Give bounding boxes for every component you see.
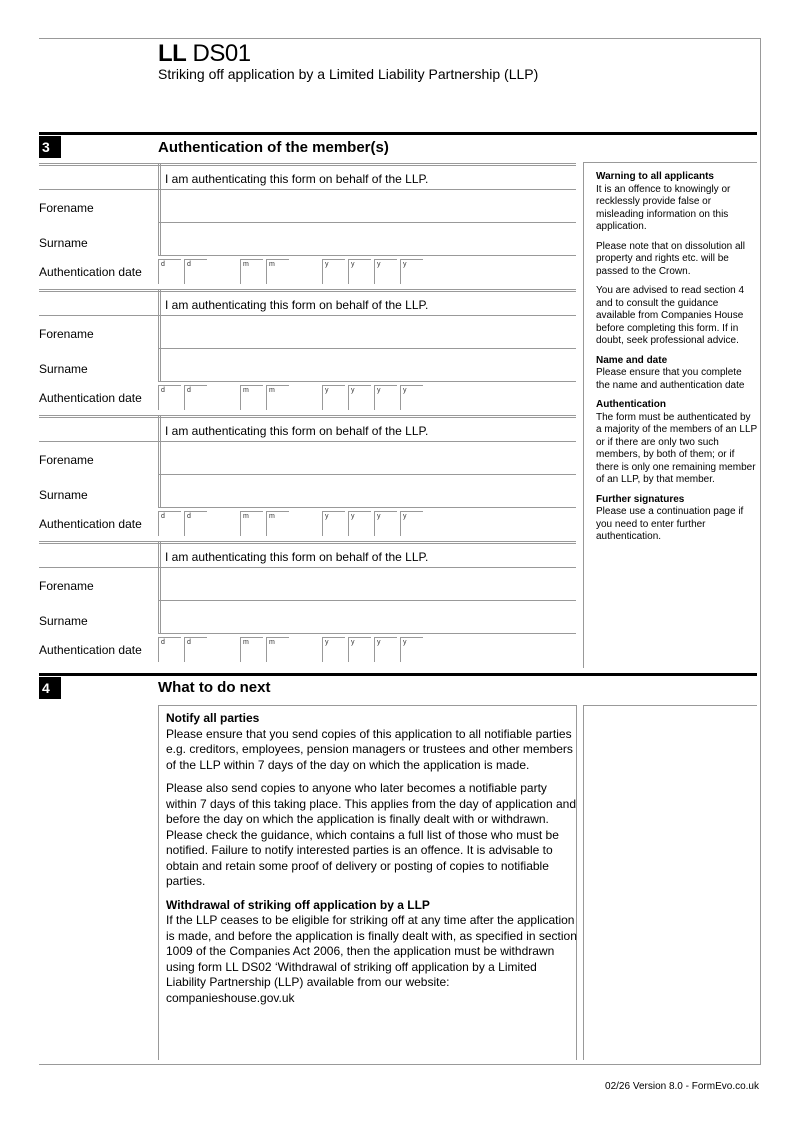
sidebar-divider <box>583 162 584 668</box>
date-digit-placeholder: y <box>351 261 355 268</box>
surname-field-bottom <box>158 633 576 634</box>
notify-paragraph-1: Please ensure that you send copies of this application to all notifiable parties e.g. creditors, employees, pension managers or trustees and other members of the LLP within 7 days of the day on which the application is made. <box>166 726 573 772</box>
form-subtitle: Striking off application by a Limited Liability Partnership (LLP) <box>158 66 539 82</box>
date-digit-box[interactable] <box>348 637 371 662</box>
date-digit-placeholder: m <box>269 639 275 646</box>
name-date-text: Please ensure that you complete the name and authentication date <box>596 367 745 391</box>
date-digit-box[interactable] <box>266 511 289 536</box>
date-digit-box[interactable] <box>348 385 371 410</box>
surname-label-3: Surname <box>39 488 88 502</box>
date-digit-placeholder: d <box>187 387 191 394</box>
surname-field-bottom <box>158 507 576 508</box>
date-digit-box[interactable] <box>322 511 345 536</box>
date-digit-box[interactable] <box>400 259 423 284</box>
authentication-text: The form must be authenticated by a majority of the members of an LLP or if there are only two such members, by both of them; or if there is only one remaining member of an LLP, by that member. <box>596 411 758 485</box>
date-digit-box[interactable] <box>348 259 371 284</box>
date-digit-box[interactable] <box>266 637 289 662</box>
date-digit-box[interactable] <box>374 385 397 410</box>
notify-paragraph-2: Please also send copies to anyone who later becomes a notifiable party within 7 days of this taking place. This applies from the day of application and before the day on which the application is finally dealt with or withdrawn. Please check the guidance, which contains a full list of those who must be notified. Failure to notify interested parties is an offence. It is advisable to obtain and retain some proof of delivery or posting of copies to notifiable parties. <box>166 781 577 888</box>
date-digit-placeholder: d <box>161 639 165 646</box>
date-digit-placeholder: m <box>243 261 249 268</box>
date-digit-box[interactable] <box>374 511 397 536</box>
date-digit-placeholder: d <box>187 261 191 268</box>
date-digit-placeholder: y <box>325 639 329 646</box>
auth-block-top-rule-2 <box>39 543 576 544</box>
notify-heading: Notify all parties <box>166 711 260 725</box>
date-digit-box[interactable] <box>374 637 397 662</box>
date-digit-placeholder: y <box>403 639 407 646</box>
auth-block-top-rule-2 <box>39 165 576 166</box>
date-digit-placeholder: y <box>377 261 381 268</box>
date-digit-box[interactable] <box>266 385 289 410</box>
auth-block-top-rule <box>39 415 576 416</box>
date-digit-box[interactable] <box>158 637 181 662</box>
date-digit-placeholder: y <box>351 387 355 394</box>
date-digit-placeholder: m <box>243 513 249 520</box>
date-digit-placeholder: d <box>161 513 165 520</box>
date-digit-box[interactable] <box>322 637 345 662</box>
withdrawal-text: If the LLP ceases to be eligible for striking off at any time after the application is made, and before the application is finally dealt with, as specified in section 1009 of the Companies Act 2006, then the application must be withdrawn using form LL DS02 ‘Withdrawal of striking off application by a Limited Liability Partnership (LLP) available from our website: companieshouse.gov.uk <box>166 913 577 1005</box>
surname-input-1[interactable] <box>161 223 575 254</box>
next-side-top <box>583 705 757 706</box>
section3-number: 3 <box>39 136 61 158</box>
date-digit-box[interactable] <box>400 385 423 410</box>
form-code <box>158 40 251 68</box>
date-digit-box[interactable] <box>184 385 207 410</box>
forename-label-1: Forename <box>39 201 94 215</box>
forename-input-4[interactable] <box>161 568 575 599</box>
auth-block-divider <box>158 541 159 634</box>
bottom-rule <box>39 1064 761 1065</box>
forename-input-1[interactable] <box>161 190 575 221</box>
date-digit-box[interactable] <box>400 637 423 662</box>
warning-text: It is an offence to knowingly or recklessly provide false or misleading information on this application. <box>596 183 731 232</box>
date-digit-placeholder: y <box>377 513 381 520</box>
date-digit-box[interactable] <box>184 259 207 284</box>
surname-field-bottom <box>158 255 576 256</box>
date-digit-box[interactable] <box>374 259 397 284</box>
auth-statement-1: I am authenticating this form on behalf of the LLP. <box>165 172 429 186</box>
withdrawal-heading: Withdrawal of striking off application by a LLP <box>166 897 430 912</box>
date-digit-box[interactable] <box>240 259 263 284</box>
date-digit-box[interactable] <box>266 259 289 284</box>
auth-block-top-rule-2 <box>39 291 576 292</box>
auth-block-top-rule <box>39 289 576 290</box>
date-digit-box[interactable] <box>322 259 345 284</box>
section4-number: 4 <box>39 677 61 699</box>
auth-block-divider <box>158 163 159 256</box>
auth-block-divider <box>158 289 159 382</box>
next-box-left <box>158 705 159 1060</box>
advice-text: You are advised to read section 4 and to consult the guidance available from Companies House before completing this form. If in doubt, seek professional advice. <box>596 285 745 346</box>
date-digit-placeholder: d <box>187 513 191 520</box>
date-digit-box[interactable] <box>240 385 263 410</box>
auth-block-divider <box>158 415 159 508</box>
warning-heading: Warning to all applicants <box>596 171 714 182</box>
name-date-heading: Name and date <box>596 354 668 366</box>
auth-block-top-rule <box>39 163 576 164</box>
date-digit-placeholder: m <box>243 639 249 646</box>
date-label-3: Authentication date <box>39 517 142 531</box>
next-side-left <box>583 705 584 1060</box>
date-digit-placeholder: y <box>351 513 355 520</box>
date-digit-placeholder: m <box>269 513 275 520</box>
forename-label-4: Forename <box>39 579 94 593</box>
form-code-number: DS01 <box>192 40 251 67</box>
date-digit-placeholder: y <box>325 261 329 268</box>
section4-rule <box>39 673 757 676</box>
date-digit-placeholder: y <box>403 261 407 268</box>
date-digit-placeholder: m <box>243 387 249 394</box>
further-signatures-heading: Further signatures <box>596 493 685 505</box>
date-digit-placeholder: y <box>403 387 407 394</box>
date-digit-placeholder: y <box>377 639 381 646</box>
date-label-1: Authentication date <box>39 265 142 279</box>
date-digit-placeholder: d <box>161 387 165 394</box>
date-digit-placeholder: y <box>351 639 355 646</box>
right-rule <box>760 38 761 1065</box>
auth-statement-2: I am authenticating this form on behalf of the LLP. <box>165 298 429 312</box>
forename-label-3: Forename <box>39 453 94 467</box>
date-digit-placeholder: y <box>377 387 381 394</box>
date-label-2: Authentication date <box>39 391 142 405</box>
date-digit-placeholder: d <box>161 261 165 268</box>
date-digit-box[interactable] <box>184 511 207 536</box>
date-digit-placeholder: y <box>325 387 329 394</box>
auth-block-top-rule <box>39 541 576 542</box>
date-digit-box[interactable] <box>400 511 423 536</box>
auth-block-top-rule-2 <box>39 417 576 418</box>
date-digit-box[interactable] <box>348 511 371 536</box>
authentication-heading: Authentication <box>596 399 666 410</box>
auth-statement-4: I am authenticating this form on behalf of the LLP. <box>165 550 429 564</box>
form-code-prefix: LL <box>158 40 187 67</box>
section4-title: What to do next <box>158 679 271 696</box>
forename-input-2[interactable] <box>161 316 575 347</box>
sidebar-top-rule <box>583 162 757 163</box>
dissolution-text: Please note that on dissolution all property and rights etc. will be passed to the Crown. <box>596 240 745 277</box>
surname-label-4: Surname <box>39 614 88 628</box>
date-digit-placeholder: d <box>187 639 191 646</box>
date-label-4: Authentication date <box>39 643 142 657</box>
what-to-do-next-text <box>166 711 578 1014</box>
date-digit-placeholder: m <box>269 387 275 394</box>
section3-rule <box>39 132 757 135</box>
date-digit-box[interactable] <box>240 637 263 662</box>
surname-field-bottom <box>158 381 576 382</box>
date-digit-box[interactable] <box>184 637 207 662</box>
date-digit-placeholder: y <box>325 513 329 520</box>
date-digit-placeholder: y <box>403 513 407 520</box>
surname-label-1: Surname <box>39 236 88 250</box>
date-digit-box[interactable] <box>158 385 181 410</box>
surname-input-3[interactable] <box>161 475 575 506</box>
section3-title: Authentication of the member(s) <box>158 139 389 156</box>
date-digit-box[interactable] <box>322 385 345 410</box>
further-signatures-text: Please use a continuation page if you need to enter further authentication. <box>596 506 744 542</box>
auth-statement-3: I am authenticating this form on behalf of the LLP. <box>165 424 429 438</box>
forename-label-2: Forename <box>39 327 94 341</box>
date-digit-box[interactable] <box>158 259 181 284</box>
surname-input-2[interactable] <box>161 349 575 380</box>
date-digit-box[interactable] <box>158 511 181 536</box>
surname-input-4[interactable] <box>161 601 575 632</box>
next-box-top <box>158 705 576 706</box>
surname-label-2: Surname <box>39 362 88 376</box>
forename-input-3[interactable] <box>161 442 575 473</box>
footer-version: 02/26 Version 8.0 - FormEvo.co.uk <box>605 1081 759 1092</box>
top-rule <box>39 38 761 39</box>
date-digit-box[interactable] <box>240 511 263 536</box>
date-digit-placeholder: m <box>269 261 275 268</box>
sidebar-notes <box>596 171 758 551</box>
